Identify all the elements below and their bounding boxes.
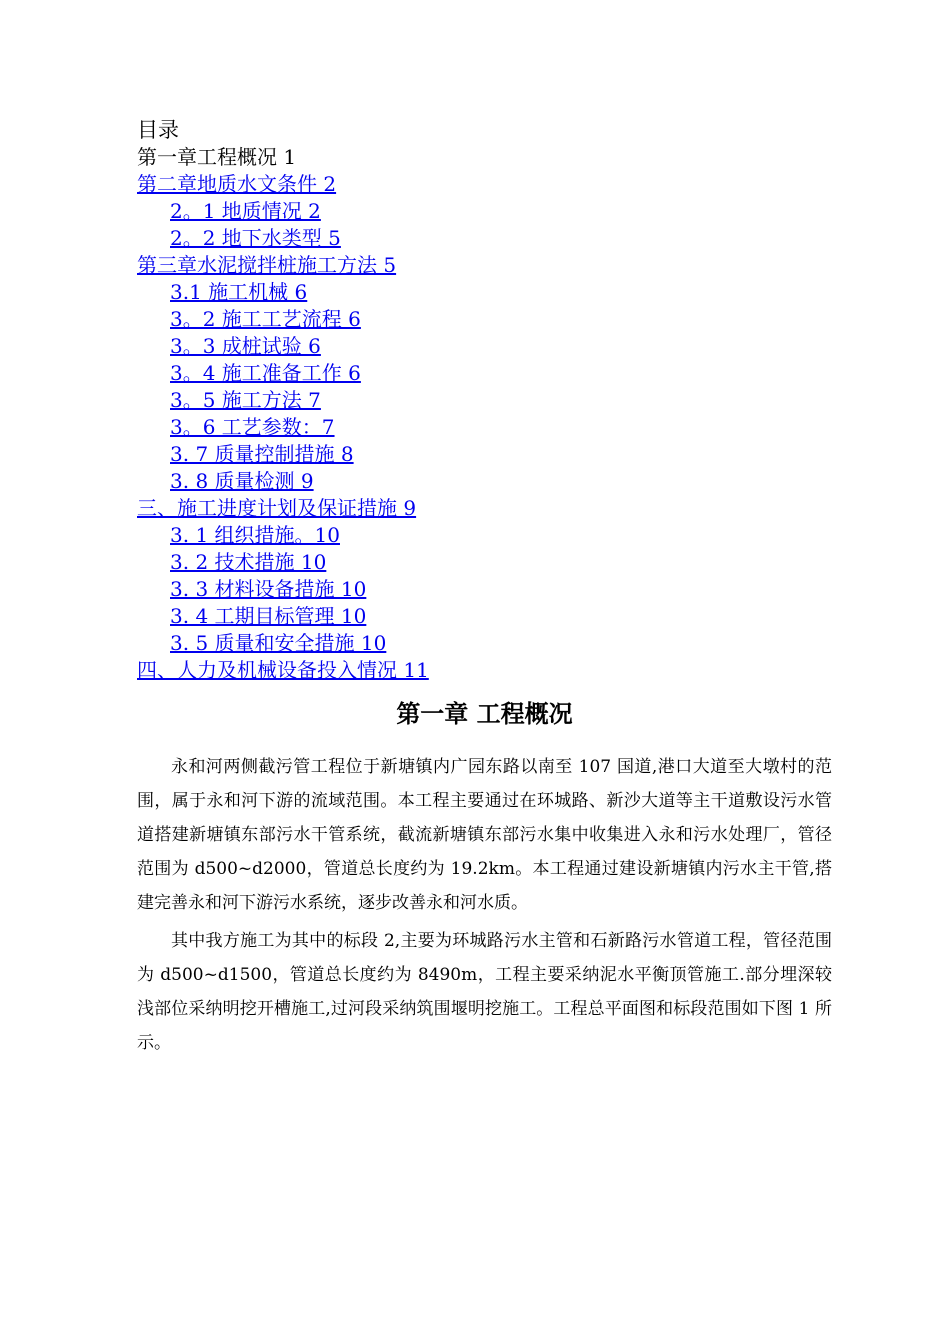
toc-entry	[137, 198, 837, 225]
toc-entry	[137, 252, 837, 279]
toc-entry	[137, 495, 837, 522]
toc-link[interactable]: 3. 8 质量检测 9	[170, 469, 314, 493]
toc-link[interactable]: 2。1 地质情况 2	[170, 199, 321, 223]
toc-link[interactable]: 四、人力及机械设备投入情况 11	[137, 658, 429, 682]
toc-entry	[137, 225, 837, 252]
toc-link[interactable]: 第三章水泥搅拌桩施工方法 5	[137, 253, 397, 277]
chapter-body	[137, 750, 832, 1064]
toc-entry: 第一章工程概况 1	[137, 145, 297, 169]
toc-link[interactable]: 3. 7 质量控制措施 8	[170, 442, 354, 466]
toc-entry	[137, 306, 837, 333]
toc-entry	[137, 657, 837, 684]
toc-link[interactable]: 3. 3 材料设备措施 10	[170, 577, 367, 601]
toc-entry	[137, 630, 837, 657]
toc-entry	[137, 468, 837, 495]
toc-entry	[137, 414, 837, 441]
toc-link[interactable]: 第二章地质水文条件 2	[137, 172, 337, 196]
toc-entry	[137, 603, 837, 630]
toc-link[interactable]: 3. 1 组织措施。10	[170, 523, 340, 547]
chapter-title: 第一章 工程概况	[396, 700, 573, 728]
toc-link[interactable]: 3。3 成桩试验 6	[170, 334, 321, 358]
toc-link[interactable]: 3。5 施工方法 7	[170, 388, 321, 412]
body-paragraph: 其中我方施工为其中的标段 2,主要为环城路污水主管和石新路污水管道工程，管径范围为 d500~d1500，管道总长度约为 8490m，工程主要采纳泥水平衡顶管施工.部分埋深较浅部位采纳明挖开槽施工,过河段采纳筑围堰明挖施工。工程总平面图和标段范围如下图 1 所示。	[137, 931, 832, 1053]
toc-link[interactable]: 3.1 施工机械 6	[170, 280, 308, 304]
toc-entry	[137, 360, 837, 387]
toc-entry	[137, 171, 837, 198]
toc-entry	[137, 279, 837, 306]
toc-entry	[137, 333, 837, 360]
table-of-contents	[137, 116, 837, 684]
toc-link[interactable]: 3. 2 技术措施 10	[170, 550, 327, 574]
toc-title: 目录	[137, 118, 179, 142]
toc-link[interactable]: 3。6 工艺参数：7	[170, 415, 335, 439]
toc-entry	[137, 441, 837, 468]
toc-link[interactable]: 3. 5 质量和安全措施 10	[170, 631, 387, 655]
toc-entry	[137, 549, 837, 576]
toc-link[interactable]: 2。2 地下水类型 5	[170, 226, 341, 250]
body-paragraph: 永和河两侧截污管工程位于新塘镇内广园东路以南至 107 国道,港口大道至大墩村的范围，属于永和河下游的流域范围。本工程主要通过在环城路、新沙大道等主干道敷设污水管道搭建新塘镇东部污水干管系统，截流新塘镇东部污水集中收集进入永和污水处理厂，管径范围为 d500~d2000，管道总长度约为 19.2km。本工程通过建设新塘镇内污水主干管,搭建完善永和河下游污水系统，逐步改善永和河水质。	[137, 757, 832, 913]
toc-link[interactable]: 3。4 施工准备工作 6	[170, 361, 361, 385]
toc-entry	[137, 522, 837, 549]
toc-link[interactable]: 3。2 施工工艺流程 6	[170, 307, 361, 331]
toc-link[interactable]: 三、施工进度计划及保证措施 9	[137, 496, 417, 520]
toc-entry	[137, 387, 837, 414]
toc-items	[137, 144, 837, 684]
toc-entry	[137, 576, 837, 603]
toc-link[interactable]: 3. 4 工期目标管理 10	[170, 604, 367, 628]
